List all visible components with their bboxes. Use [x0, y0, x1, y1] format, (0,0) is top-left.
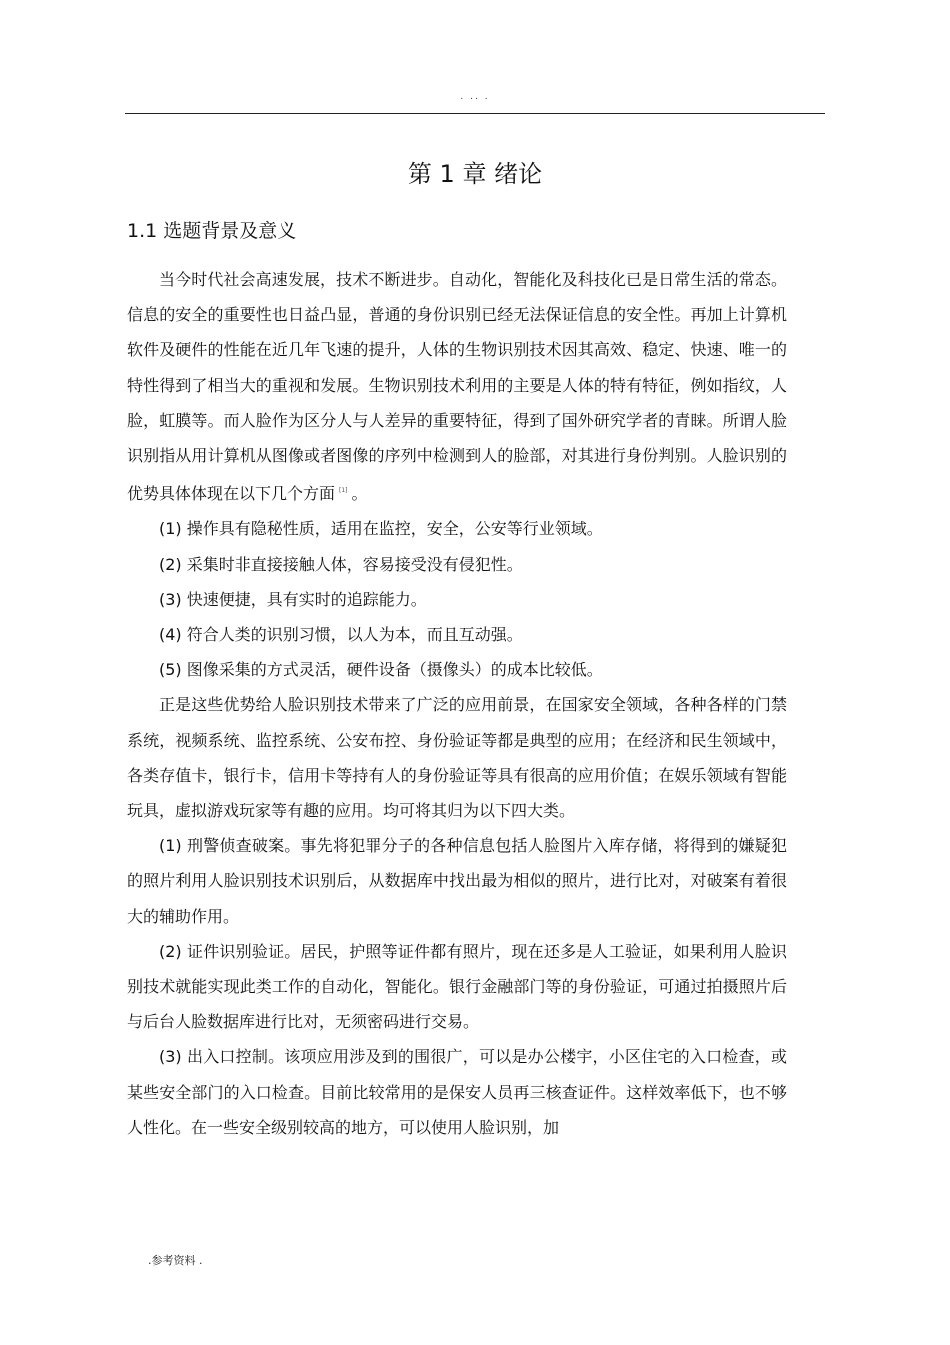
- body-text: [127, 262, 787, 1145]
- application-item: (1) 刑警侦查破案。事先将犯罪分子的各种信息包括人脸图片入库存储，将得到的嫌疑犯的照片利用人脸识别技术识别后，从数据库中找出最为相似的照片，进行比对，对破案有着很大的辅助作用。: [127, 836, 787, 926]
- advantage-item: (2) 采集时非直接接触人体，容易接受没有侵犯性。: [159, 554, 523, 574]
- header-rule: [125, 113, 825, 114]
- paragraph-intro-end: 。: [351, 484, 368, 504]
- application-item: (3) 出入口控制。该项应用涉及到的围很广，可以是办公楼宇，小区住宅的入口检查，或某些安全部门的入口检查。目前比较常用的是保安人员再三核查证件。这样效率低下，也不够人性化。在一些安全级别较高的地方，可以使用人脸识别，加: [127, 1047, 787, 1137]
- advantage-item: (4) 符合人类的识别习惯，以人为本，而且互动强。: [159, 625, 523, 645]
- chapter-title: 第 1 章 绪论: [407, 160, 543, 188]
- advantage-item: (5) 图像采集的方式灵活，硬件设备（摄像头）的成本比较低。: [159, 660, 603, 680]
- application-item: (2) 证件识别验证。居民，护照等证件都有照片，现在还多是人工验证，如果利用人脸识别技术就能实现此类工作的自动化，智能化。银行金融部门等的身份验证，可通过拍摄照片后与后台人脸数据库进行比对，无须密码进行交易。: [127, 941, 787, 1032]
- page-header-mark: . .. .: [460, 92, 490, 102]
- page-footer: .参考资料 .: [148, 1254, 203, 1267]
- advantage-item: (3) 快速便捷，具有实时的追踪能力。: [159, 589, 427, 609]
- citation-mark: [1]: [339, 487, 348, 495]
- section-heading: 1.1 选题背景及意义: [127, 220, 297, 242]
- paragraph-intro-text: 当今时代社会高速发展，技术不断进步。自动化，智能化及科技化已是日常生活的常态。信息的安全的重要性也日益凸显，普通的身份识别已经无法保证信息的安全性。再加上计算机软件及硬件的性能在近几年飞速的提升，人体的生物识别技术因其高效、稳定、快速、唯一的特性得到了相当大的重视和发展。生物识别技术利用的主要是人体的特有特征，例如指纹，人脸，虹膜等。而人脸作为区分人与人差异的重要特征，得到了国外研究学者的青睐。所谓人脸识别指从用计算机从图像或者图像的序列中检测到人的脸部，对其进行身份判别。人脸识别的优势具体体现在以下几个方面: [127, 270, 787, 504]
- advantage-item: (1) 操作具有隐秘性质，适用在监控，安全，公安等行业领域。: [159, 519, 603, 539]
- paragraph-applications: 正是这些优势给人脸识别技术带来了广泛的应用前景，在国家安全领域，各种各样的门禁系统，视频系统、监控系统、公安布控、身份验证等都是典型的应用；在经济和民生领域中，各类存值卡，银行卡，信用卡等持有人的身份验证等具有很高的应用价值；在娱乐领域有智能玩具，虚拟游戏玩家等有趣的应用。均可将其归为以下四大类。: [127, 695, 787, 821]
- paragraph-intro: [127, 262, 787, 511]
